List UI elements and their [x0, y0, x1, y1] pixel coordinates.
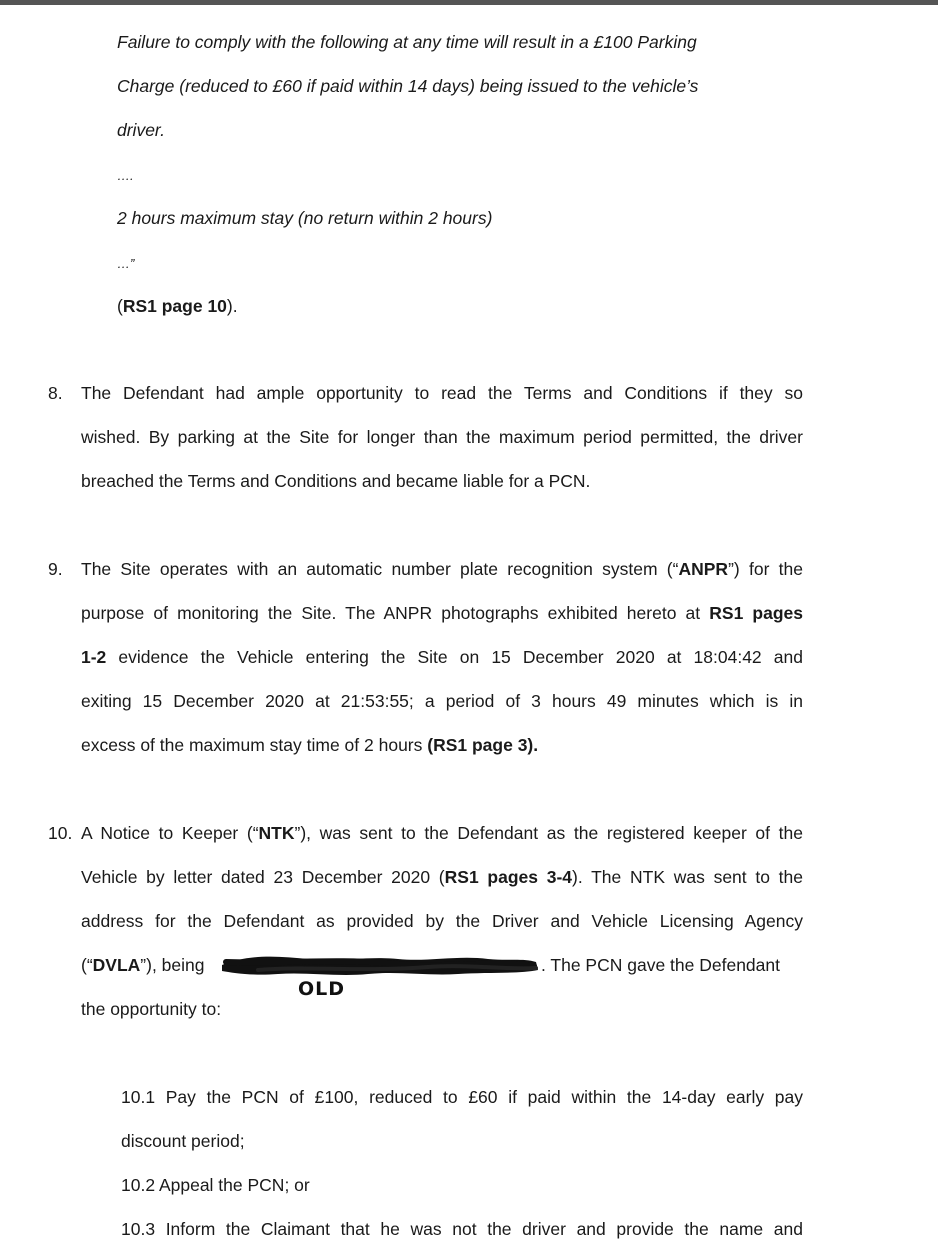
- para-9-line-3: [81, 645, 803, 669]
- para-8-number: 8.: [48, 383, 63, 403]
- para-10-line-1a: A Notice to Keeper (“: [81, 823, 259, 843]
- quote-ref-open: (: [117, 296, 123, 316]
- para-10-sub-1-line-1: 10.1 Pay the PCN of £100, reduced to £60 if paid within the 14-day early pay: [121, 1087, 803, 1107]
- quote-reference: [117, 294, 238, 318]
- para-10-line-4-end: . The PCN gave the Defendant: [541, 955, 780, 975]
- redaction-scribble: [218, 950, 542, 980]
- para-9-rs1-pages: RS1 pages: [709, 603, 804, 623]
- para-10-line-2: [81, 865, 803, 889]
- para-10-line-2a: Vehicle by letter dated 23 December 2020 (: [81, 867, 445, 887]
- para-9-line-1a: The Site operates with an automatic number plate recognition system (“: [81, 559, 679, 579]
- para-10-dvla: DVLA: [92, 955, 141, 975]
- para-10-line-3: address for the Defendant as provided by the Driver and Vehicle Licensing Agency: [81, 911, 803, 931]
- para-9-number: 9.: [48, 559, 63, 579]
- para-8-line-1: The Defendant had ample opportunity to read the Terms and Conditions if they so: [81, 383, 803, 403]
- para-9-line-2: [81, 601, 803, 625]
- quote-ref-close: ).: [226, 296, 238, 316]
- para-10-line-2c: ). The NTK was sent to the: [572, 867, 804, 887]
- para-9-line-4: exiting 15 December 2020 at 21:53:55; a period of 3 hours 49 minutes which is in: [81, 691, 803, 711]
- para-10-line-1: [81, 821, 803, 845]
- para-10-line-4a: (“: [81, 955, 93, 975]
- para-10-line-5: the opportunity to:: [81, 999, 222, 1019]
- quote-ellipsis-2: …”: [117, 256, 135, 271]
- para-10-rs1-pages: RS1 pages 3-4: [444, 867, 573, 887]
- para-10-sub-1-line-2: discount period;: [121, 1131, 245, 1151]
- para-9-anpr: ANPR: [678, 559, 729, 579]
- para-9-pages-range: 1-2: [81, 647, 107, 667]
- quote-line-4: 2 hours maximum stay (no return within 2 hours): [117, 208, 493, 228]
- quote-line-1: Failure to comply with the following at any time will result in a £100 Parking: [117, 32, 697, 52]
- quote-ellipsis-1: ….: [117, 168, 134, 183]
- quote-line-2: Charge (reduced to £60 if paid within 14 days) being issued to the vehicle’s: [117, 76, 699, 96]
- para-9-line-2a: purpose of monitoring the Site. The ANPR photographs exhibited hereto at: [81, 603, 710, 623]
- para-9-line-1: [81, 557, 803, 581]
- para-10-number: 10.: [48, 823, 73, 843]
- para-10-line-4-start: [81, 953, 205, 977]
- para-10-sub-3-line-1: 10.3 Inform the Claimant that he was not the driver and provide the name and: [121, 1219, 803, 1239]
- handwritten-old-note: OLD: [298, 978, 346, 1000]
- para-8-line-3: breached the Terms and Conditions and became liable for a PCN.: [81, 471, 591, 491]
- para-9-line-3b: evidence the Vehicle entering the Site on 15 December 2020 at 18:04:42 and: [106, 647, 803, 667]
- para-10-line-1c: ”), was sent to the Defendant as the registered keeper of the: [294, 823, 803, 843]
- para-10-ntk: NTK: [258, 823, 295, 843]
- para-8-line-2: wished. By parking at the Site for longer than the maximum period permitted, the driver: [81, 427, 803, 447]
- para-9-line-5a: excess of the maximum stay time of 2 hours: [81, 735, 428, 755]
- para-10-line-4c: ”), being: [140, 955, 205, 975]
- para-9-line-5: [81, 733, 538, 757]
- quote-line-3: driver.: [117, 120, 165, 140]
- scan-top-edge: [0, 0, 938, 5]
- quote-ref-bold: RS1 page 10: [122, 296, 227, 316]
- para-9-line-1c: ”) for the: [728, 559, 803, 579]
- para-9-rs1-page-3: (RS1 page 3).: [427, 735, 539, 755]
- para-10-sub-2: 10.2 Appeal the PCN; or: [121, 1175, 310, 1195]
